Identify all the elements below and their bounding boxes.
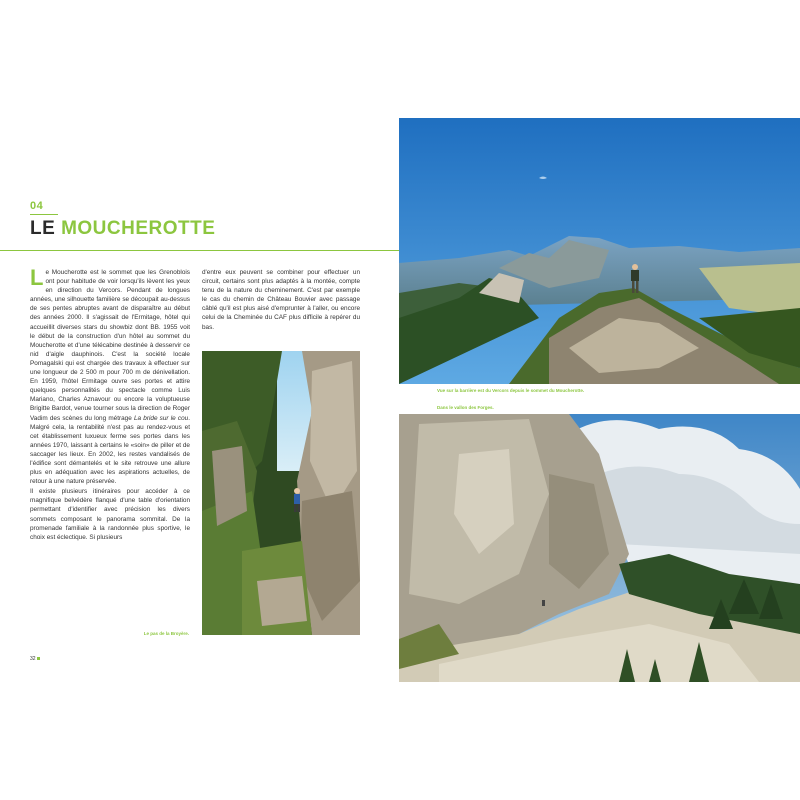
paragraph-1-end: . Malgré cela, la rentabilité n'est pas au rendez-vous et cet établissement luxueux ferme ses portes dans les années 1970, laissant à certains le «soin» de piller et de saccager les lieux. En 2002, les restes vandalisés de l'édifice sont démantelés et le site retrouve une allure plus en adéquation avec les aspirations actuelles, de retour à une nature préservée. <box>30 414 191 486</box>
photo-summit-panorama <box>399 118 800 384</box>
left-page <box>0 118 399 682</box>
chapter-number-underline <box>30 214 58 215</box>
text-column-2 <box>202 268 360 333</box>
film-title: La bride sur le cou <box>133 414 189 422</box>
title-rule <box>0 250 399 251</box>
dropcap: L <box>30 265 44 290</box>
paragraph-1-body: e Moucherotte est le sommet que les Grenoblois ont pour habitude de voir lorsqu'ils lèvent les yeux en direction du Vercors. Pendant de longues années, une silhouette familière se découpait au-dessus de ses pentes abruptes avant de disparaître au début des années 2000. Il s'agissait de l'Ermitage, hôtel qui accueillit diverses stars du showbiz dont BB. 1955 voit le début de la construction d'un hôtel au sommet du Moucherotte et d'une télécabine destinée à desservir ce nid d'aigle dauphinois. C'est la société locale Pomagalski qui est chargée des travaux à effectuer sur une longueur de 2 500 m pour 700 m de dénivellation. En 1959, l'hôtel Ermitage ouvre ses portes et attire quelques personnalités du spectacle comme Luis Mariano, Charles Aznavour ou encore la voluptueuse Brigitte Bardot, venue tourner sous la direction de Roger Vadim des scènes du long métrage <box>30 269 190 422</box>
paragraph-3: d'entre eux peuvent se combiner pour effectuer un circuit, certains sont plus adaptés à la montée, compte tenu de la nature du cheminement. C'est par exemple le cas du chemin de Château Bouvier avec passage câblé qu'il est plus aisé d'emprunter à l'aller, ou encore celui de la Cheminée du CAF plus difficile à repérer du bas. <box>202 269 360 331</box>
chapter-number: 04 <box>30 200 44 212</box>
caption-panorama: Vue sur la barrière est du Vercors depuis le sommet du Moucherotte. <box>437 388 585 393</box>
paragraph-1 <box>30 265 191 486</box>
page-number-marker <box>37 657 40 660</box>
chapter-title <box>30 218 215 240</box>
paragraph-2: Il existe plusieurs itinéraires pour accéder à ce magnifique belvédère flanqué d'une table d'orientation permettant d'identifier avec précision les divers sommets composant le panorama sommital. De la promenade familiale à la randonnée plus sportive, le choix est éclectique. Si plusieurs <box>30 488 190 541</box>
caption-forges: Dans le vallon des Forges. <box>437 405 494 410</box>
text-column-1 <box>30 265 191 543</box>
caption-climb: Le pas de la Broyère. <box>143 631 189 636</box>
chapter-title-word2: MOUCHEROTTE <box>61 218 216 239</box>
page-number <box>30 656 40 662</box>
page-number-text: 32 <box>30 656 36 662</box>
chapter-title-word1: LE <box>30 218 56 239</box>
photo-cliff-valley <box>399 414 800 682</box>
photo-rock-climb <box>202 351 360 635</box>
right-page <box>399 118 800 682</box>
